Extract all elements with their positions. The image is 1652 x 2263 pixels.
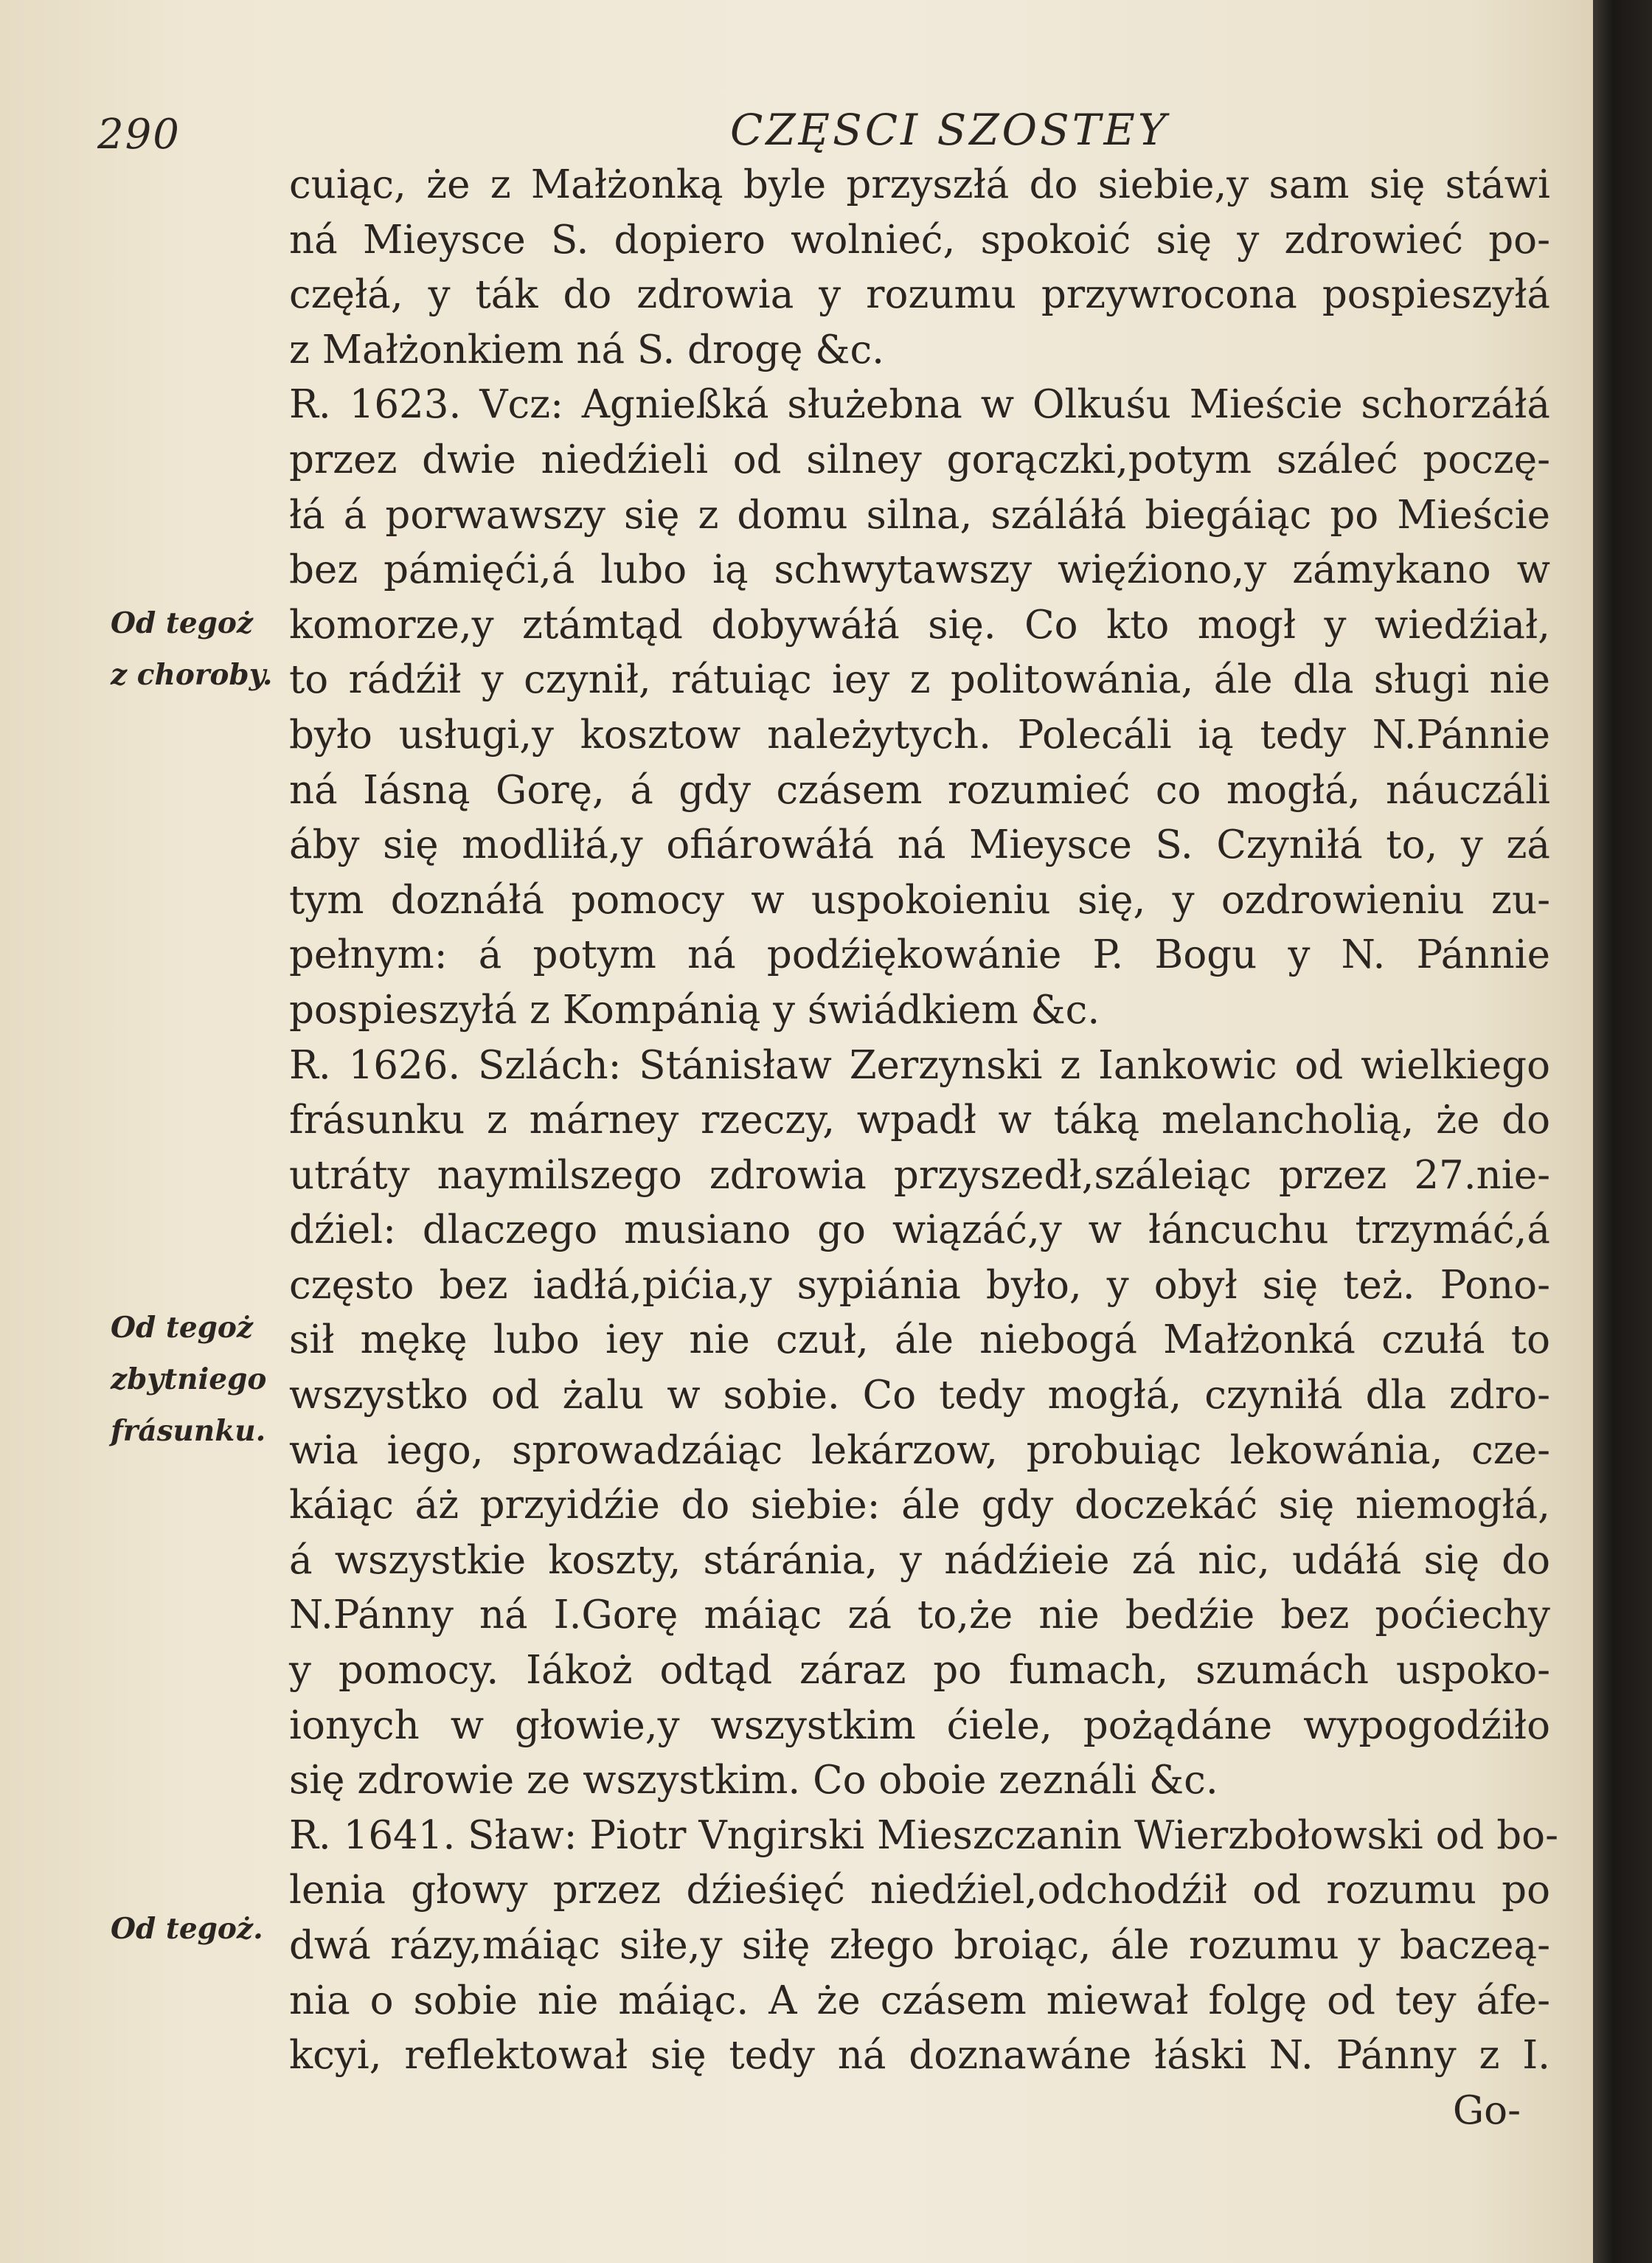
text-line: lenia głowy przez dźieśięć niedźiel,odchodźił od rozumu po	[289, 1868, 1550, 1913]
text-line: przez dwie niedźieli od silney gorączki,potym száleć poczę-	[289, 437, 1550, 482]
text-line: N.Pánny ná I.Gorę máiąc zá to,że nie bedźie bez poćiechy	[289, 1593, 1550, 1638]
text-line: sił mękę lubo iey nie czuł, ále niebogá Małżonká czułá to	[289, 1317, 1550, 1363]
page-number: 290	[97, 111, 181, 159]
text-line: R. 1641. Sław: Piotr Vngirski Mieszczanin Wierzbołowski od bo-	[289, 1812, 1558, 1858]
text-line: y pomocy. Iákoż odtąd záraz po fumach, szumách uspoko-	[289, 1648, 1550, 1694]
margin-note-line: Od tegoż	[111, 606, 254, 640]
text-line: dźiel: dlaczego musiano go wiązáć,y w łáncuchu trzymáć,á	[289, 1207, 1550, 1253]
margin-note-line: zbytniego	[111, 1362, 267, 1396]
margin-note	[111, 1903, 288, 1955]
text-line: R. 1626. Szlách: Stánisław Zerzynski z Iankowic od wielkiego	[289, 1042, 1550, 1088]
text-line: bez pámięći,á lubo ią schwytawszy więźiono,y zámykano w	[289, 547, 1550, 593]
text-line: frásunku z márney rzeczy, wpadł w táką melancholią, że do	[289, 1098, 1550, 1143]
text-line: łá á porwawszy się z domu silna, száláłá biegáiąc po Mieście	[289, 492, 1550, 538]
text-line: ná Mieysce S. dopiero wolnieć, spokoić się y zdrowieć po-	[289, 217, 1550, 263]
text-line: pełnym: á potym ná podźiękowánie P. Bogu y N. Pánnie	[289, 932, 1550, 978]
text-line: z Małżonkiem ná S. drogę &c.	[289, 327, 885, 372]
text-line: ionych w głowie,y wszystkim ćiele, pożądáne wypogodźiło	[289, 1702, 1550, 1748]
margin-note	[111, 1302, 288, 1457]
text-line: się zdrowie ze wszystkim. Co oboie zeználi &c.	[289, 1758, 1218, 1803]
text-line: nia o sobie nie máiąc. A że czásem miewał folgę od tey áfe-	[289, 1978, 1550, 2023]
margin-note-line: Od tegoż	[111, 1311, 254, 1345]
text-line: pospieszyłá z Kompánią y świádkiem &c.	[289, 987, 1100, 1033]
text-line: komorze,y ztámtąd dobywáłá się. Co kto mogł y wiedźiał,	[289, 602, 1550, 648]
text-line: ná Iásną Gorę, á gdy czásem rozumieć co mogłá, náuczáli	[289, 767, 1550, 813]
text-line: było usługi,y kosztow należytych. Polecáli ią tedy N.Pánnie	[289, 712, 1550, 758]
text-line: R. 1623. Vcz: Agnießká służebna w Olkuśu Mieście schorzáłá	[289, 382, 1550, 428]
text-line: tym doznáłá pomocy w uspokoieniu się, y ozdrowieniu zu-	[289, 877, 1550, 923]
text-line: cuiąc, że z Małżonką byle przyszłá do siebie,y sam się stáwi	[289, 162, 1550, 207]
running-head: CZĘSCI SZOSTEY	[730, 105, 1170, 155]
text-line: wia iego, sprowadzáiąc lekárzow, probuiąc lekowánia, cze-	[289, 1427, 1550, 1473]
catchword: Go-	[1452, 2087, 1521, 2133]
text-line: często bez iadłá,pićia,y sypiánia było, y obył się też. Pono-	[289, 1262, 1550, 1308]
text-line: to rádźił y czynił, rátuiąc iey z politowánia, ále dla sługi nie	[289, 657, 1550, 703]
margin-note	[111, 597, 288, 701]
text-line: káiąc áż przyidźie do siebie: ále gdy doczekáć się niemogłá,	[289, 1483, 1550, 1528]
margin-note-line: z choroby.	[111, 658, 273, 692]
text-line: áby się modliłá,y ofiárowáłá ná Mieysce S. Czyniłá to, y zá	[289, 822, 1550, 868]
text-line: wszystko od żalu w sobie. Co tedy mogłá, czyniłá dla zdro-	[289, 1373, 1550, 1418]
main-text	[289, 158, 1558, 2138]
book-gutter	[1593, 0, 1652, 2263]
text-line: kcyi, reflektował się tedy ná doznawáne łáski N. Pánny z I.	[289, 2033, 1550, 2079]
margin-note-line: Od tegoż.	[111, 1912, 263, 1946]
margin-note-line: frásunku.	[111, 1414, 266, 1448]
text-line: utráty naymilszego zdrowia przyszedł,száleiąc przez 27.nie-	[289, 1152, 1550, 1198]
text-line: dwá rázy,máiąc siłe,y siłę złego broiąc, ále rozumu y baczeą-	[289, 1923, 1550, 1968]
text-line: á wszystkie koszty, stáránia, y nádźieie zá nic, udáłá się do	[289, 1537, 1550, 1583]
text-line: częłá, y ták do zdrowia y rozumu przywrocona pospieszyłá	[289, 272, 1550, 318]
